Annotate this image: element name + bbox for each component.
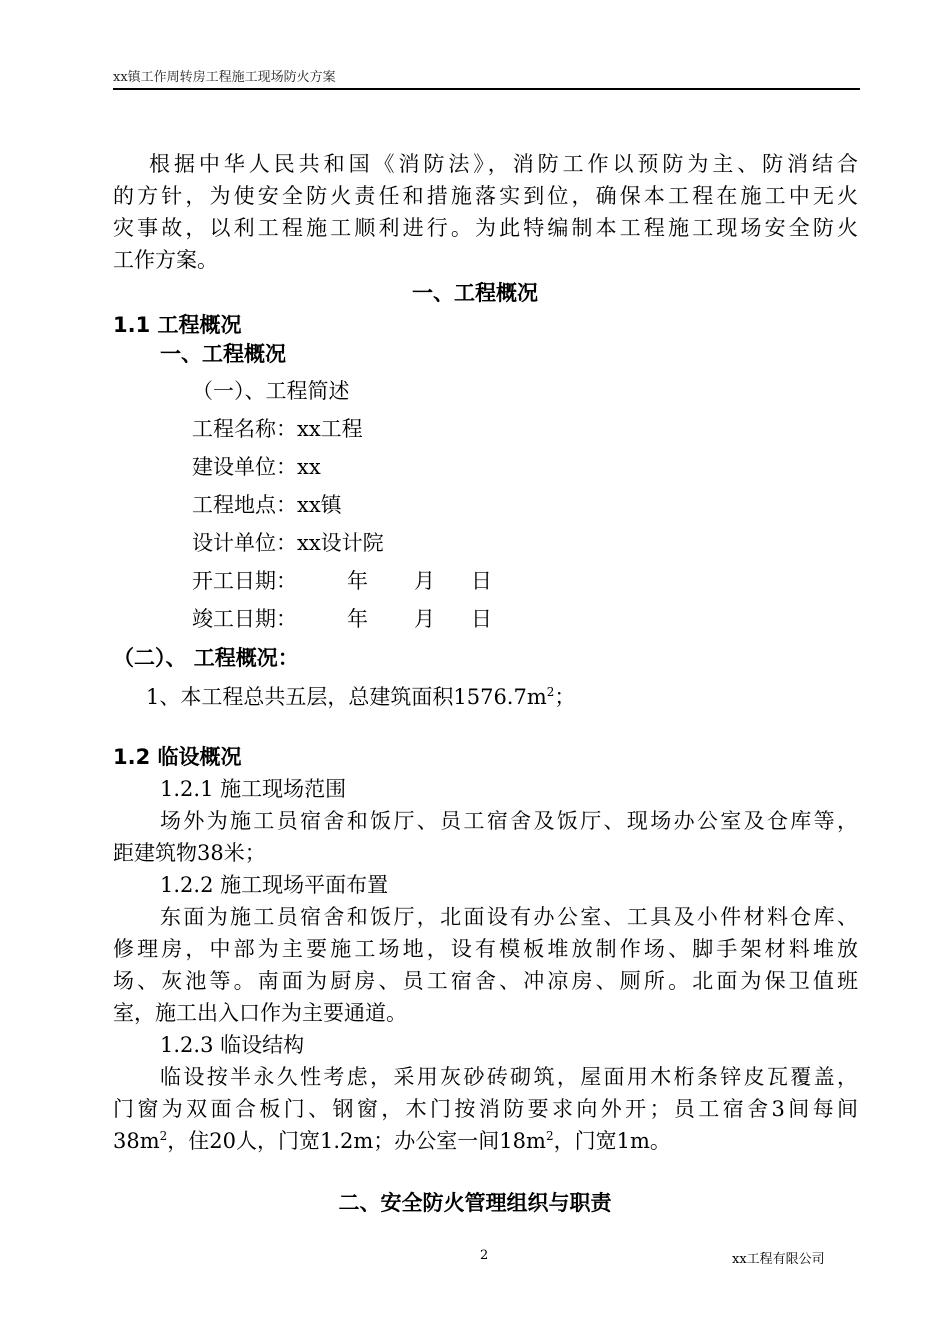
overview-item-1-text: 1、本工程总共五层，总建筑面积1576.7m [146,685,547,709]
builder-unit: 建设单位：xx [192,455,321,479]
superscript: 2 [546,685,555,699]
s123-line-2: 门窗为双面合板门、钢窗，木门按消防要求向外开；员工宿舍3间每间 [113,1097,858,1121]
design-unit: 设计单位：xx设计院 [192,531,384,555]
s123-line-1: 临设按半永久性考虑，采用灰砂砖砌筑，屋面用木桁条锌皮瓦覆盖， [160,1065,858,1089]
heading-overview: 一、工程概况 [160,342,286,366]
heading-1-2-3: 1.2.3 临设结构 [160,1033,305,1057]
heading-1-2-2: 1.2.2 施工现场平面布置 [160,873,389,897]
heading-1-2: 1.2 临设概况 [113,745,242,769]
end-year: 年 [347,607,368,631]
end-month: 月 [414,607,435,631]
start-day: 日 [471,569,492,593]
heading-1-1: 1.1 工程概况 [113,313,242,337]
s121-line-2: 距建筑物38米； [113,841,266,865]
section-title-2: 二、安全防火管理组织与职责 [338,1191,612,1215]
start-date-label: 开工日期： [192,569,297,593]
start-date-row [192,568,492,594]
intro-line-4: 工作方案。 [113,248,218,272]
header-divider [113,88,860,90]
s122-line-2: 修理房，中部为主要施工场地，设有模板堆放制作场、脚手架材料堆放 [113,937,858,961]
s123-line-3-c: ，门宽1m。 [553,1129,671,1153]
footer-company: xx工程有限公司 [732,1252,825,1267]
s121-line-1: 场外为施工员宿舍和饭厅、员工宿舍及饭厅、现场办公室及仓库等， [160,809,858,833]
intro-line-1: 根据中华人民共和国《消防法》，消防工作以预防为主、防消结合 [149,152,858,176]
section-title-1: 一、工程概况 [412,281,538,305]
end-date-row [192,606,492,632]
s123-line-3 [113,1128,671,1154]
s123-line-3-a: 38m [113,1129,160,1153]
overview-item-1-end: ； [554,685,576,709]
intro-line-3: 灾事故，以利工程施工顺利进行。为此特编制本工程施工现场安全防火 [113,216,858,240]
start-month: 月 [414,569,435,593]
intro-line-2: 的方针，为使安全防火责任和措施落实到位，确保本工程在施工中无火 [113,184,858,208]
s122-line-3: 场、灰池等。南面为厨房、员工宿舍、冲凉房、厕所。北面为保卫值班 [113,969,858,993]
subheading-overview-2: （二）、 工程概况： [113,646,299,670]
s122-line-1: 东面为施工员宿舍和饭厅，北面设有办公室、工具及小件材料仓库、 [160,905,858,929]
s123-line-3-b: ，住20人，门宽1.2m；办公室一间18m [167,1129,546,1153]
page-number: 2 [480,1248,489,1263]
overview-item-1 [146,684,575,710]
superscript: 2 [159,1129,168,1143]
end-date-label: 竣工日期： [192,607,297,631]
page-header: xx镇工作周转房工程施工现场防火方案 [113,70,336,85]
project-name: 工程名称：xx工程 [192,417,363,441]
end-day: 日 [471,607,492,631]
s122-line-4: 室，施工出入口作为主要通道。 [113,1001,407,1025]
start-year: 年 [347,569,368,593]
superscript: 2 [545,1129,554,1143]
heading-1-2-1: 1.2.1 施工现场范围 [160,777,347,801]
project-location: 工程地点：xx镇 [192,493,342,517]
subheading-summary: （一）、工程简述 [192,379,350,403]
